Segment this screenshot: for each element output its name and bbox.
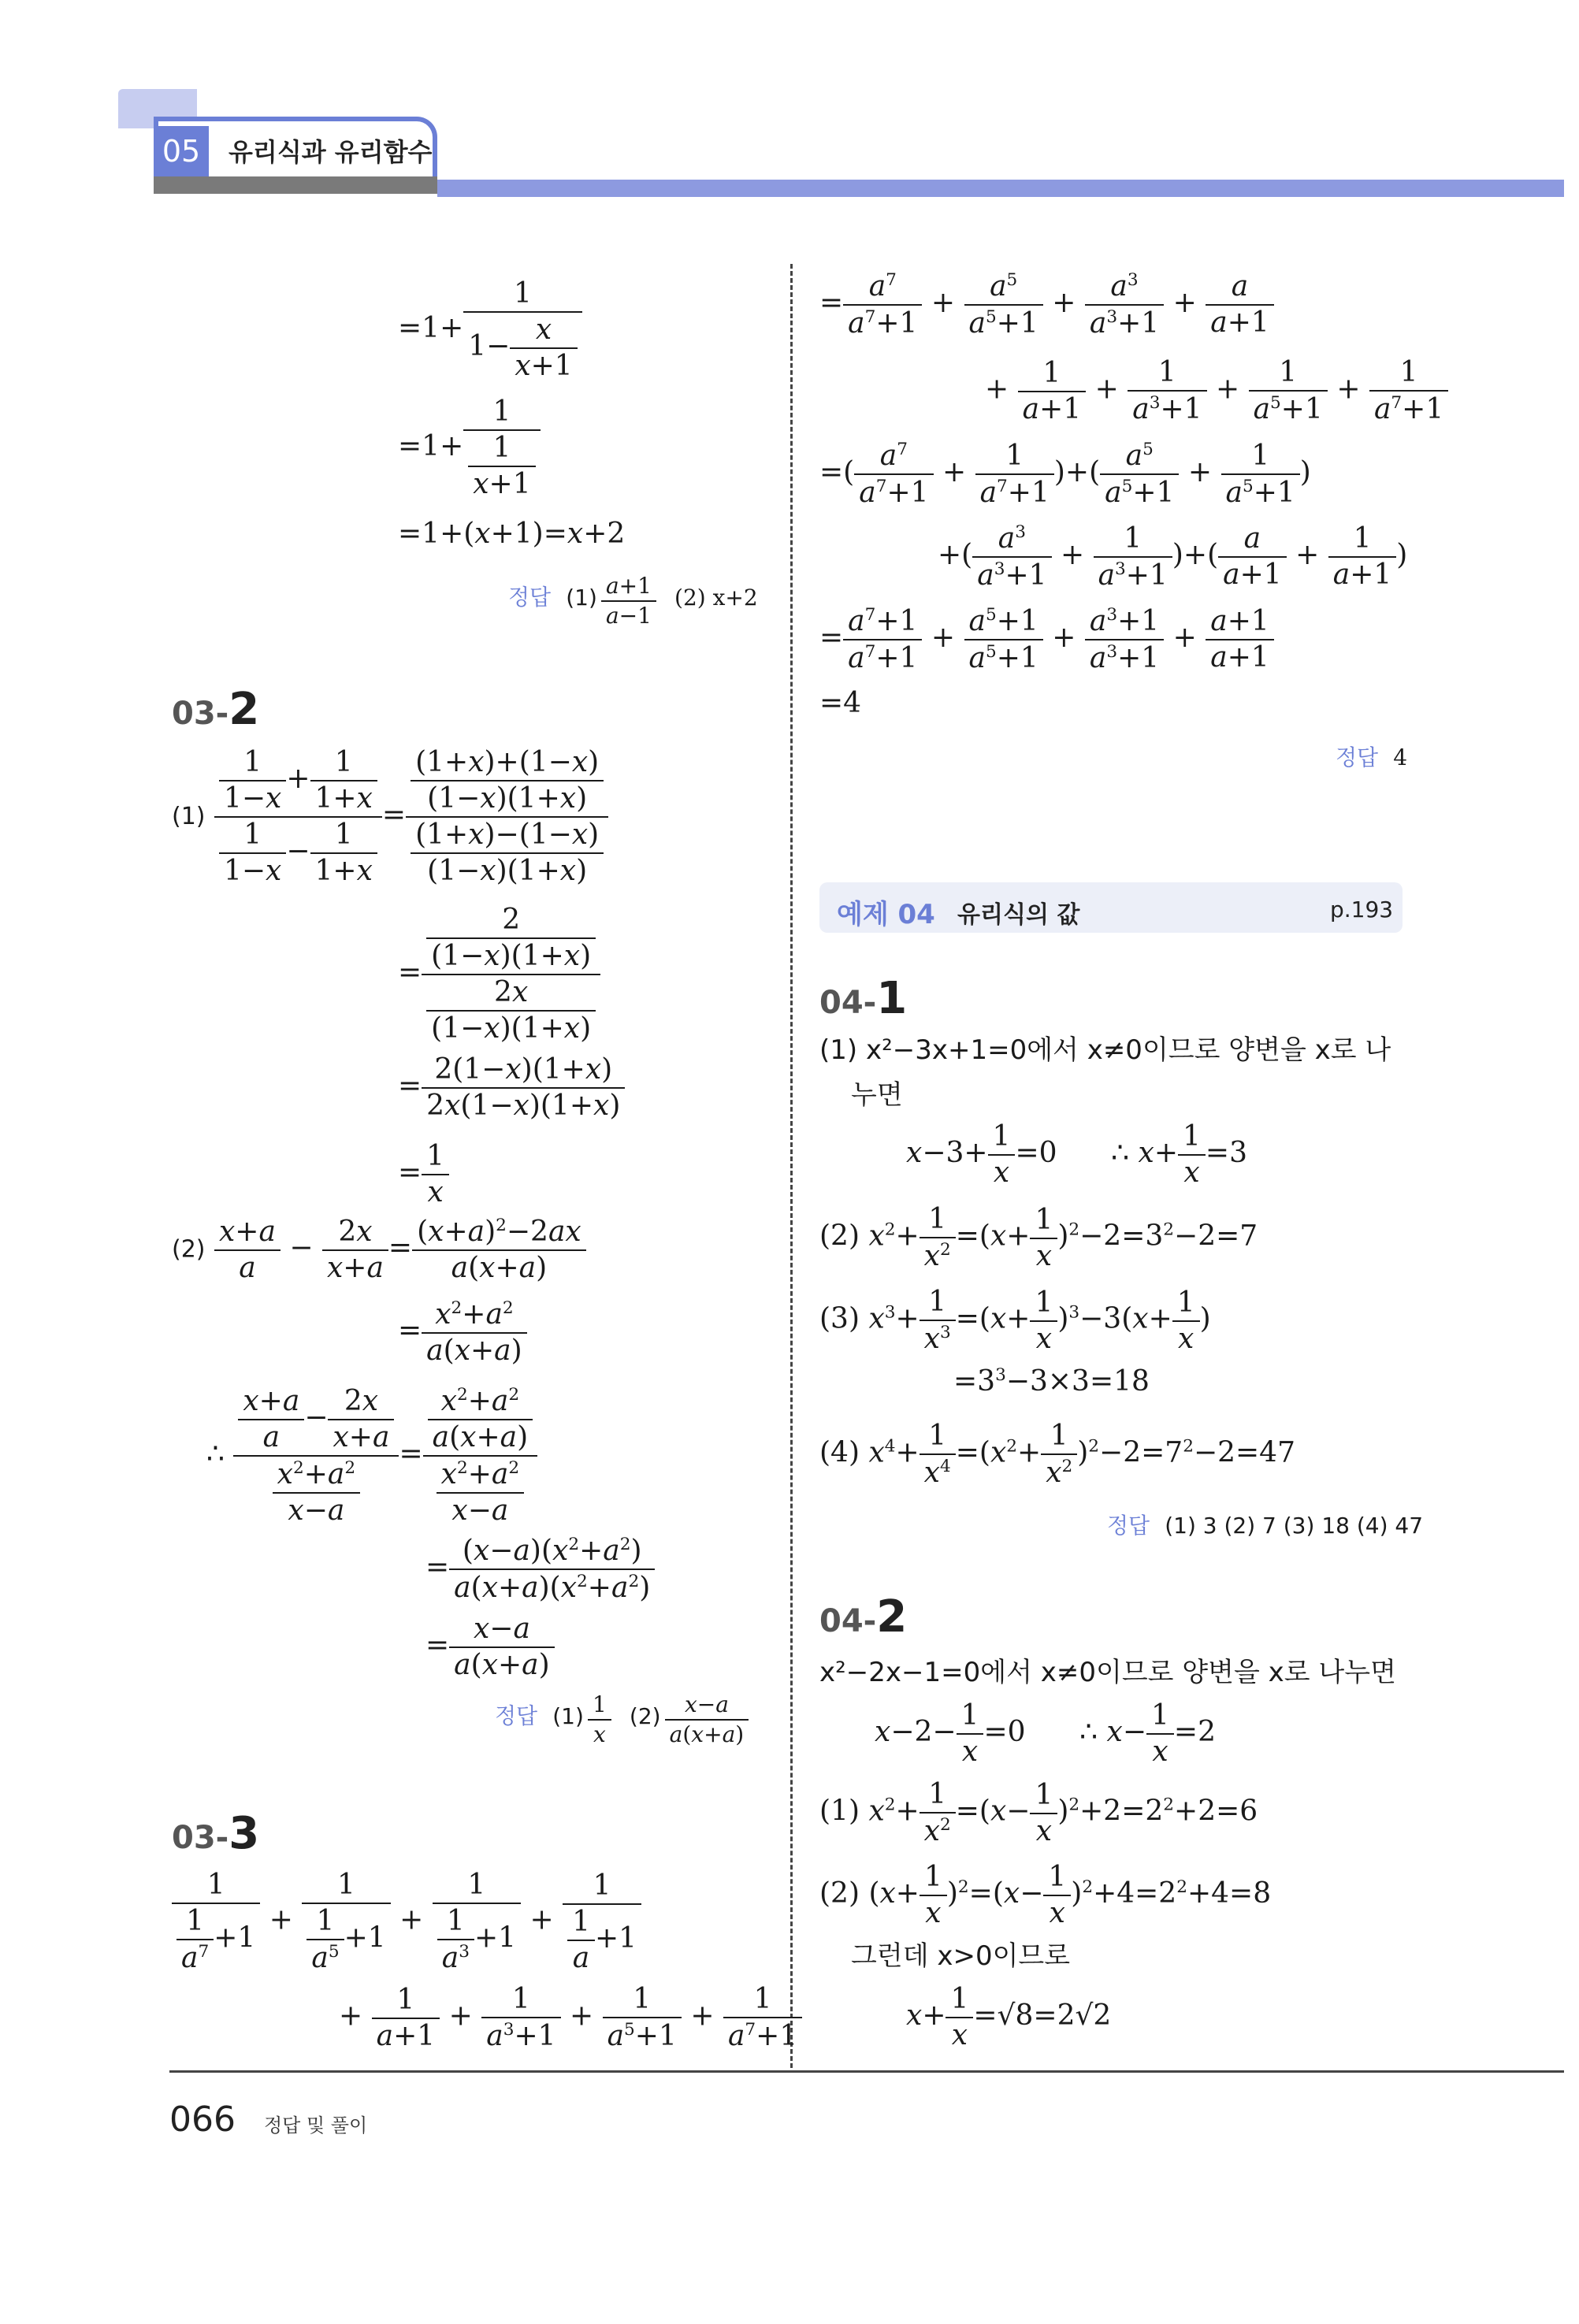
answer-line: 정답 (1) $\frac{1}{x}$ (2) $\frac{x-a}{a(x+a)}$	[495, 1694, 749, 1746]
column-divider	[790, 264, 793, 2068]
footer-rule	[169, 2070, 1564, 2073]
answer-fraction: $\frac{a+1}{a-1}$	[601, 575, 656, 627]
header-bar-left	[154, 176, 437, 194]
answer-part-1: (1)	[566, 584, 597, 611]
page-number: 066	[169, 2099, 236, 2140]
eq-line: (3) $x^3+$ $\frac{1}{x^3}$ =(x+ $\frac{1}{x}$ )$^3$−3(x+ $\frac{1}{x}$ )	[819, 1286, 1211, 1355]
footer-label: 정답 및 풀이	[264, 2114, 368, 2137]
header-bar	[437, 180, 1564, 197]
answer-line: 정답 (1) 3 (2) 7 (3) 18 (4) 47	[1107, 1513, 1424, 1539]
eq-line: = $\frac{x^2+a^2}{a(x+a)}$	[398, 1300, 527, 1365]
eq-line: x−3+ $\frac{1}{x}$ =0 ∴ x+ $\frac{1}{x}$ =3	[906, 1120, 1247, 1189]
eq-line: 1 $\frac{1}{a^7}$ +1 + 1 $\frac{1}{a^5}$ +1 + 1 $\frac{1}{a^3}$ +1 + 1 $\frac{1}{a}$ +1	[172, 1871, 641, 1973]
eq-result: =4	[819, 687, 862, 719]
eq-line: + $\frac{1}{a+1}$ + $\frac{1}{a^3+1}$ + $\frac{1}{a^5+1}$ + $\frac{1}{a^7+1}$	[339, 1985, 802, 2051]
problem-number-03-2: 03-2	[172, 684, 260, 735]
example-label: 예제 04	[837, 899, 935, 930]
eq-line: (1) $x^2+$ $\frac{1}{x^2}$ =(x− $\frac{1}{x}$ )$^2+2=2^2+2=6$	[819, 1778, 1258, 1847]
problem-text: 누면	[851, 1079, 903, 1111]
eq-line: ∴ $\frac{x+a}{a}$ − $\frac{2x}{x+a}$ $\frac{x^2+a^2}{x-a}$ = $\frac{\frac{x^2+a^2}{a(x+a)}}{\frac{x^2+a^2}{x-a}}$	[206, 1387, 537, 1525]
chapter-number: 05	[154, 126, 209, 176]
eq-line: = $\frac{a^7}{a^7+1}$ + $\frac{a^5}{a^5+1}$ + $\frac{a^3}{a^3+1}$ + $\frac{a}{a+1}$	[819, 272, 1274, 338]
answer-label: 정답	[508, 584, 552, 611]
answer-line	[508, 575, 758, 627]
eq-line: = $\frac{1}{x}$	[398, 1142, 449, 1207]
example-title: 유리식의 값	[957, 901, 1080, 929]
eq-line: = $\frac{\frac{2}{(1-x)(1+x)}}{\frac{2x}{(1-x)(1+x)}}$	[398, 906, 600, 1043]
problem-number-04-2: 04-2	[819, 1591, 908, 1643]
eq-line: = $\frac{x-a}{a(x+a)}$	[425, 1615, 555, 1680]
eq-line: =( $\frac{a^7}{a^7+1}$ + $\frac{1}{a^7+1}$ )+( $\frac{a^5}{a^5+1}$ + $\frac{1}{a^5+1}$ )	[819, 439, 1311, 509]
eq-line: x+ $\frac{1}{x}$ =√8=2√2	[906, 1983, 1112, 2051]
problem-number-04-1: 04-1	[819, 973, 908, 1024]
eq-line: = $\frac{a^7+1}{a^7+1}$ + $\frac{a^5+1}{a^5+1}$ + $\frac{a^3+1}{a^3+1}$ + $\frac{a+1}{a+1}$	[819, 607, 1274, 673]
eq-line: + $\frac{1}{a+1}$ + $\frac{1}{a^3+1}$ + $\frac{1}{a^5+1}$ + $\frac{1}{a^7+1}$	[985, 358, 1448, 424]
problem-number-03-3: 03-3	[172, 1808, 260, 1859]
eq-line: $=3^3-3\times 3=18$	[953, 1365, 1150, 1398]
eq-line: = $\frac{(x-a)(x^2+a^2)}{a(x+a)(x^2+a^2)}$	[425, 1536, 655, 1602]
problem-text: x²−2x−1=0에서 x≠0이므로 양변을 x로 나누면	[819, 1657, 1396, 1688]
eq-line: = $\frac{2(1-x)(1+x)}{2x(1-x)(1+x)}$	[398, 1056, 625, 1120]
eq-line: =1+ 1 1− $\frac{x}{x+1}$	[398, 280, 582, 381]
eq-line: (1) $\frac{1}{1-x}$ + $\frac{1}{1+x}$ $\frac{1}{1-x}$ − $\frac{1}{1+x}$ = $\frac{\frac{(1+x)+(1-x)}{(1-x)(1+x)}}{\frac{(1+x)-(1-x)}{(1-x)(1+x)}}$	[172, 748, 608, 885]
problem-text: 그런데 x>0이므로	[851, 1940, 1071, 1972]
chapter-title: 유리식과 유리함수	[228, 137, 433, 167]
answer-part-2: (2) x+2	[674, 584, 758, 611]
problem-text: (1) x²−3x+1=0에서 x≠0이므로 양변을 x로 나	[819, 1034, 1391, 1066]
eq-line: =1+ $\frac{1}{\frac{1}{x+1}}$	[398, 398, 541, 499]
answer-line: 정답 4	[1336, 744, 1408, 770]
eq-line: (2) (x+ $\frac{1}{x}$ )$^2$=(x− $\frac{1}{x}$ )$^2+4=2^2+4=8$	[819, 1861, 1272, 1929]
eq-line: (4) $x^4+$ $\frac{1}{x^4}$ $=(x^2+$ $\frac{1}{x^2}$ )$^2-2=7^2-2=47$	[819, 1420, 1295, 1489]
eq-line: (2) $\frac{x+a}{a}$ − $\frac{2x}{x+a}$ = $\frac{(x+a)^2-2ax}{a(x+a)}$	[172, 1217, 586, 1283]
eq-line: (2) $x^2+$ $\frac{1}{x^2}$ =(x+ $\frac{1}{x}$ )$^2-2=3^2-2=7$	[819, 1203, 1258, 1272]
eq-line: +( $\frac{a^3}{a^3+1}$ + $\frac{1}{a^3+1}$ )+( $\frac{a}{a+1}$ + $\frac{1}{a+1}$ )	[938, 522, 1408, 592]
eq-line: x−2− $\frac{1}{x}$ =0 ∴ x− $\frac{1}{x}$ =2	[875, 1699, 1216, 1768]
eq-line: =1+(x+1)=x+2	[398, 518, 626, 550]
example-page: p.193	[1330, 897, 1394, 923]
